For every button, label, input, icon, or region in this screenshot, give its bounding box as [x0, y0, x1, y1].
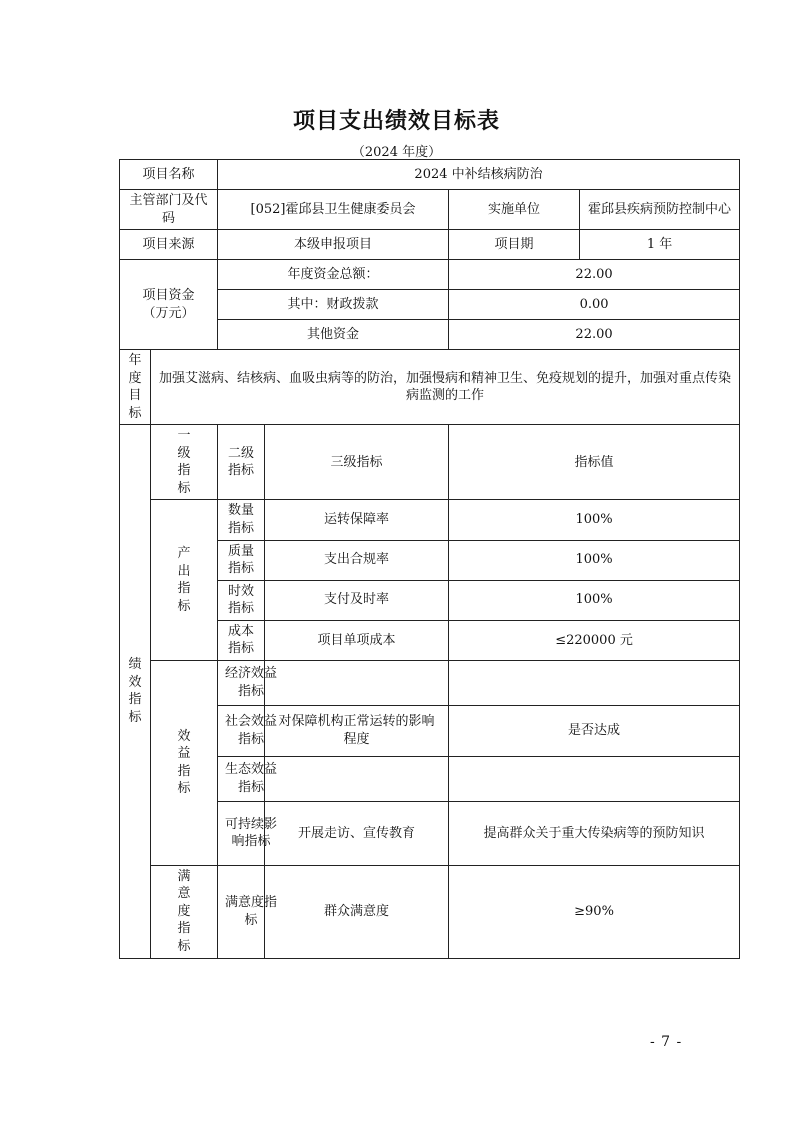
project-name-label: 项目名称 — [120, 160, 218, 190]
goal-label-text: 年度目标 — [128, 353, 142, 421]
benefit-l3-text: 对保障机构正常运转的影响程度 — [278, 714, 435, 747]
table-row — [120, 350, 740, 425]
funds-total-value: 22.00 — [449, 260, 740, 290]
header-level3: 三级指标 — [265, 425, 449, 500]
indicators-group-label — [120, 425, 151, 958]
table-row — [120, 160, 740, 190]
goal-label — [120, 350, 151, 425]
page-subtitle: （2024 年度） — [351, 145, 442, 160]
output-value: ≤220000 元 — [449, 620, 740, 660]
benefit-value — [449, 756, 740, 801]
benefit-l2-text: 可持续影响指标 — [225, 816, 278, 850]
benefit-label — [151, 660, 218, 865]
period-cell — [449, 230, 740, 260]
page-number: - 7 - — [650, 1034, 683, 1050]
satisfaction-l2-text: 满意度指标 — [225, 895, 278, 928]
benefit-l2 — [218, 660, 278, 705]
output-l2: 数量指标 — [218, 500, 265, 540]
benefit-l2-text: 生态效益指标 — [225, 762, 278, 795]
output-value: 100% — [449, 580, 740, 620]
funds-label-text: 项目资金（万元） — [142, 288, 195, 321]
benefit-value: 提高群众关于重大传染病等的预防知识 — [449, 801, 740, 865]
satisfaction-l3: 群众满意度 — [265, 865, 449, 958]
table-row — [120, 260, 740, 290]
output-value: 100% — [449, 540, 740, 580]
benefit-l3: 开展走访、宣传教育 — [265, 801, 449, 865]
table-row — [120, 865, 740, 958]
header-value: 指标值 — [449, 425, 740, 500]
page-title: 项目支出绩效目标表 — [292, 109, 500, 134]
benefit-l2 — [218, 756, 278, 801]
benefit-label-text: 效益指标 — [177, 728, 191, 797]
table-row — [120, 190, 740, 230]
dept-label: 主管部门及代码 — [120, 190, 218, 230]
period-value: 1 年 — [646, 236, 673, 252]
benefit-l2 — [218, 801, 278, 865]
output-l2: 时效指标 — [218, 580, 265, 620]
satisfaction-l2 — [218, 865, 278, 958]
source-label: 项目来源 — [120, 230, 218, 260]
performance-table — [119, 159, 740, 959]
benefit-l3 — [265, 705, 449, 756]
output-l3: 支出合规率 — [265, 540, 449, 580]
unit-value: 霍邱县疾病预防控制中心 — [588, 201, 732, 217]
table-row — [120, 500, 740, 540]
funds-other-label: 其他资金 — [218, 320, 449, 350]
satisfaction-value: ≥90% — [449, 865, 740, 958]
benefit-value — [449, 660, 740, 705]
funds-fiscal-label: 其中：财政拨款 — [218, 290, 449, 320]
table-row — [120, 230, 740, 260]
output-l2: 成本指标 — [218, 620, 265, 660]
benefit-l2-text: 经济效益指标 — [225, 666, 278, 699]
project-name-value: 2024 中补结核病防治 — [218, 160, 740, 190]
satisfaction-label-text: 满意度指标 — [177, 868, 191, 955]
output-label — [151, 500, 218, 660]
unit-cell — [449, 190, 740, 230]
indicators-group-text: 绩效指标 — [128, 657, 142, 725]
source-value: 本级申报项目 — [218, 230, 449, 260]
benefit-l3 — [265, 756, 449, 801]
funds-label — [120, 260, 218, 350]
table-row — [120, 660, 740, 705]
benefit-value: 是否达成 — [449, 705, 740, 756]
output-l2: 质量指标 — [218, 540, 265, 580]
benefit-l3 — [265, 660, 449, 705]
table-row — [120, 425, 740, 500]
goal-text: 加强艾滋病、结核病、血吸虫病等的防治，加强慢病和精神卫生、免疫规划的提升，加强对重点传染病监测的工作 — [151, 350, 740, 425]
satisfaction-label — [151, 865, 218, 958]
output-l3: 运转保障率 — [265, 500, 449, 540]
funds-total-label: 年度资金总额： — [218, 260, 449, 290]
benefit-l2 — [218, 705, 278, 756]
period-label: 项目期 — [449, 230, 580, 259]
funds-other-value: 22.00 — [449, 320, 740, 350]
dept-value: [052]霍邱县卫生健康委员会 — [218, 190, 449, 230]
output-l3: 项目单项成本 — [265, 620, 449, 660]
header-level1-text: 一级指标 — [177, 428, 191, 496]
output-value: 100% — [449, 500, 740, 540]
output-l3: 支付及时率 — [265, 580, 449, 620]
funds-fiscal-value: 0.00 — [449, 290, 740, 320]
header-level2: 二级指标 — [218, 425, 265, 500]
header-level1 — [151, 425, 218, 500]
output-label-text: 产出指标 — [177, 546, 191, 614]
benefit-l2-text: 社会效益指标 — [225, 714, 278, 747]
unit-label: 实施单位 — [449, 190, 580, 229]
